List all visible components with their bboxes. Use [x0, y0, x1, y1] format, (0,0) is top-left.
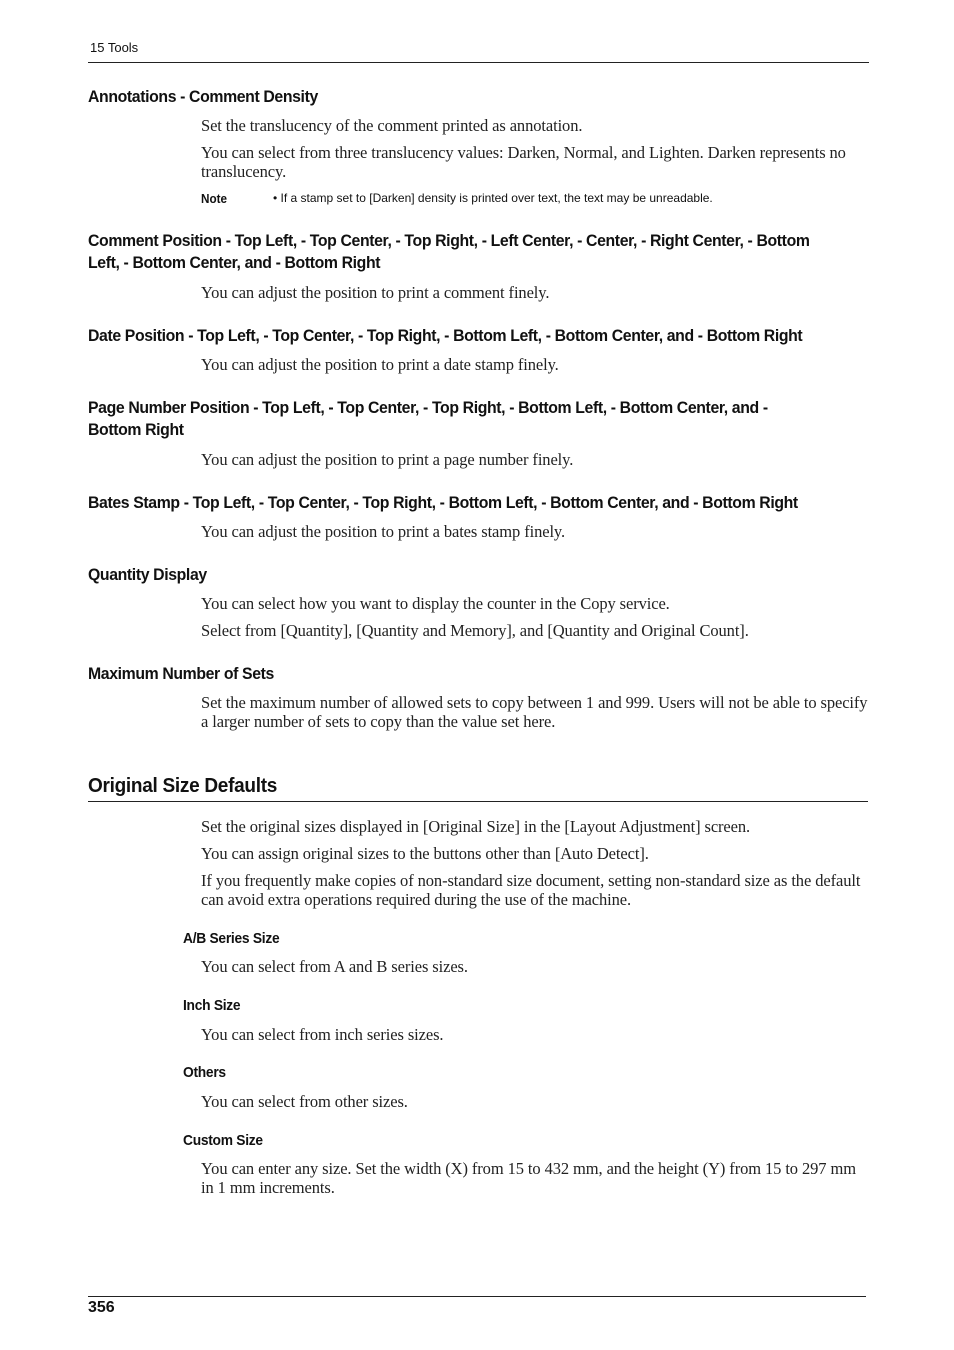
annotations-density-heading: Annotations - Comment Density	[88, 87, 318, 106]
max-sets-text: Set the maximum number of allowed sets to copy between 1 and 999. Users will not be able to specify a larger number of sets to copy than the value set here.	[201, 693, 868, 731]
others-text: You can select from other sizes.	[201, 1092, 408, 1111]
quantity-display-text-1: You can select how you want to display the counter in the Copy service.	[201, 594, 670, 613]
annotations-density-text-2: You can select from three translucency values: Darken, Normal, and Lighten. Darken represents no translucency.	[201, 143, 846, 181]
original-size-text-1: Set the original sizes displayed in [Original Size] in the [Layout Adjustment] screen.	[201, 817, 751, 836]
quantity-display-heading: Quantity Display	[88, 565, 207, 584]
quantity-display-text-2: Select from [Quantity], [Quantity and Memory], and [Quantity and Original Count].	[201, 621, 749, 640]
max-sets-heading: Maximum Number of Sets	[88, 664, 274, 683]
bates-stamp-text: You can adjust the position to print a bates stamp finely.	[201, 522, 566, 541]
comment-position-heading: Comment Position - Top Left, - Top Center, - Top Right, - Left Center, - Center, - Right Center, - Bottom Left, - Bottom Center, and - Bottom Right	[88, 231, 810, 272]
original-size-text-2: You can assign original sizes to the buttons other than [Auto Detect].	[201, 844, 649, 863]
original-size-text-3: If you frequently make copies of non-standard size document, setting non-standard size as the default can avoid extra operations required during the use of the machine.	[201, 871, 861, 909]
date-position-text: You can adjust the position to print a date stamp finely.	[201, 355, 559, 374]
page-number: 356	[88, 1299, 115, 1316]
footer-divider	[88, 1296, 866, 1297]
note-label: Note	[201, 191, 228, 206]
inch-size-heading: Inch Size	[183, 997, 241, 1014]
running-header: 15 Tools	[90, 40, 139, 55]
original-size-defaults-heading: Original Size Defaults	[88, 775, 278, 797]
comment-position-text: You can adjust the position to print a comment finely.	[201, 283, 550, 302]
page-number-position-heading: Page Number Position - Top Left, - Top Center, - Top Right, - Bottom Left, - Bottom Center, and - Bottom Right	[88, 398, 768, 439]
ab-series-text: You can select from A and B series sizes.	[201, 957, 468, 976]
page-number-position-text: You can adjust the position to print a page number finely.	[201, 450, 574, 469]
date-position-heading: Date Position - Top Left, - Top Center, - Top Right, - Bottom Left, - Bottom Center, and - Bottom Right	[88, 326, 803, 345]
custom-size-text: You can enter any size. Set the width (X) from 15 to 432 mm, and the height (Y) from 15 to 297 mm in 1 mm increments.	[201, 1159, 856, 1197]
bates-stamp-heading: Bates Stamp - Top Left, - Top Center, - Top Right, - Bottom Left, - Bottom Center, and - Bottom Right	[88, 493, 798, 512]
annotations-density-text-1: Set the translucency of the comment printed as annotation.	[201, 116, 583, 135]
note-text: • If a stamp set to [Darken] density is printed over text, the text may be unreadable.	[273, 191, 713, 205]
header-divider	[88, 62, 869, 63]
custom-size-heading: Custom Size	[183, 1132, 263, 1149]
ab-series-heading: A/B Series Size	[183, 930, 280, 947]
others-heading: Others	[183, 1064, 226, 1081]
inch-size-text: You can select from inch series sizes.	[201, 1025, 444, 1044]
section-divider	[88, 801, 868, 802]
